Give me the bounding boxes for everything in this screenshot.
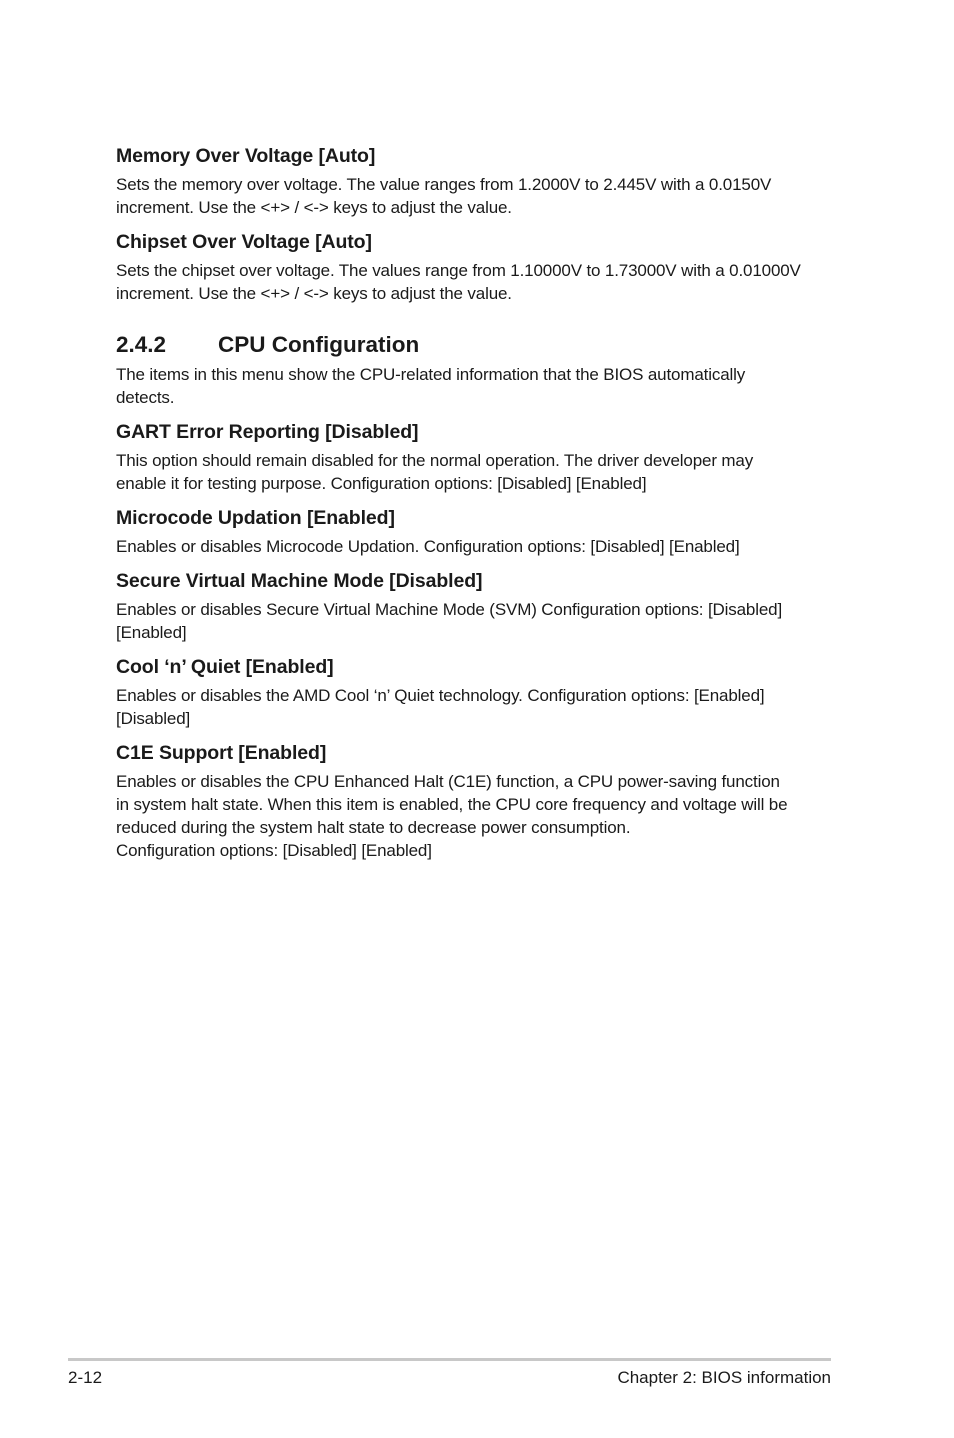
description-line: enable it for testing purpose. Configuration options: [Disabled] [Enabled] — [116, 474, 647, 493]
description-line: [Disabled] — [116, 709, 191, 728]
item-gart-error-reporting — [116, 419, 836, 495]
item-heading: Microcode Updation [Enabled] — [116, 507, 395, 529]
intro-line: detects. — [116, 388, 175, 407]
footer-chapter-title: Chapter 2: BIOS information — [617, 1368, 831, 1387]
item-chipset-over-voltage — [116, 229, 836, 305]
description-line: Enables or disables the AMD Cool ‘n’ Quiet technology. Configuration options: [Enabled] — [116, 686, 765, 705]
item-description — [116, 173, 836, 219]
description-line: Sets the chipset over voltage. The values range from 1.10000V to 1.73000V with a 0.01000V — [116, 261, 801, 280]
item-description — [116, 449, 836, 495]
item-heading: Memory Over Voltage [Auto] — [116, 145, 376, 167]
item-heading: C1E Support [Enabled] — [116, 742, 327, 764]
item-description — [116, 259, 836, 305]
description-line: Configuration options: [Disabled] [Enabled] — [116, 841, 432, 860]
page-content — [116, 143, 836, 872]
item-secure-virtual-machine-mode — [116, 568, 836, 644]
description-line: reduced during the system halt state to decrease power consumption. — [116, 818, 631, 837]
section-number: 2.4.2 — [116, 332, 167, 357]
section-heading — [116, 330, 836, 360]
item-c1e-support — [116, 740, 836, 862]
item-description — [116, 684, 836, 730]
item-memory-over-voltage — [116, 143, 836, 219]
description-line: [Enabled] — [116, 623, 187, 642]
section-intro — [116, 363, 836, 409]
item-heading: Chipset Over Voltage [Auto] — [116, 231, 372, 253]
item-description — [116, 535, 836, 558]
intro-line: The items in this menu show the CPU-related information that the BIOS automatically — [116, 365, 746, 384]
item-microcode-updation — [116, 505, 836, 558]
footer-divider — [68, 1358, 831, 1361]
footer-page-number: 2-12 — [68, 1368, 103, 1387]
description-line: Enables or disables the CPU Enhanced Halt (C1E) function, a CPU power-saving function — [116, 772, 780, 791]
item-heading: Secure Virtual Machine Mode [Disabled] — [116, 570, 483, 592]
description-line: Sets the memory over voltage. The value ranges from 1.2000V to 2.445V with a 0.0150V — [116, 175, 772, 194]
description-line: in system halt state. When this item is enabled, the CPU core frequency and voltage will be — [116, 795, 788, 814]
description-line: increment. Use the <+> / <-> keys to adjust the value. — [116, 284, 512, 303]
item-heading: Cool ‘n’ Quiet [Enabled] — [116, 656, 334, 678]
description-line: increment. Use the <+> / <-> keys to adjust the value. — [116, 198, 512, 217]
description-line: Enables or disables Microcode Updation. Configuration options: [Disabled] [Enabled] — [116, 537, 740, 556]
item-cool-n-quiet — [116, 654, 836, 730]
item-description — [116, 598, 836, 644]
item-heading: GART Error Reporting [Disabled] — [116, 421, 419, 443]
description-line: This option should remain disabled for the normal operation. The driver developer may — [116, 451, 754, 470]
description-line: Enables or disables Secure Virtual Machine Mode (SVM) Configuration options: [Disabled] — [116, 600, 783, 619]
item-description — [116, 770, 836, 862]
section-title: CPU Configuration — [218, 332, 420, 357]
